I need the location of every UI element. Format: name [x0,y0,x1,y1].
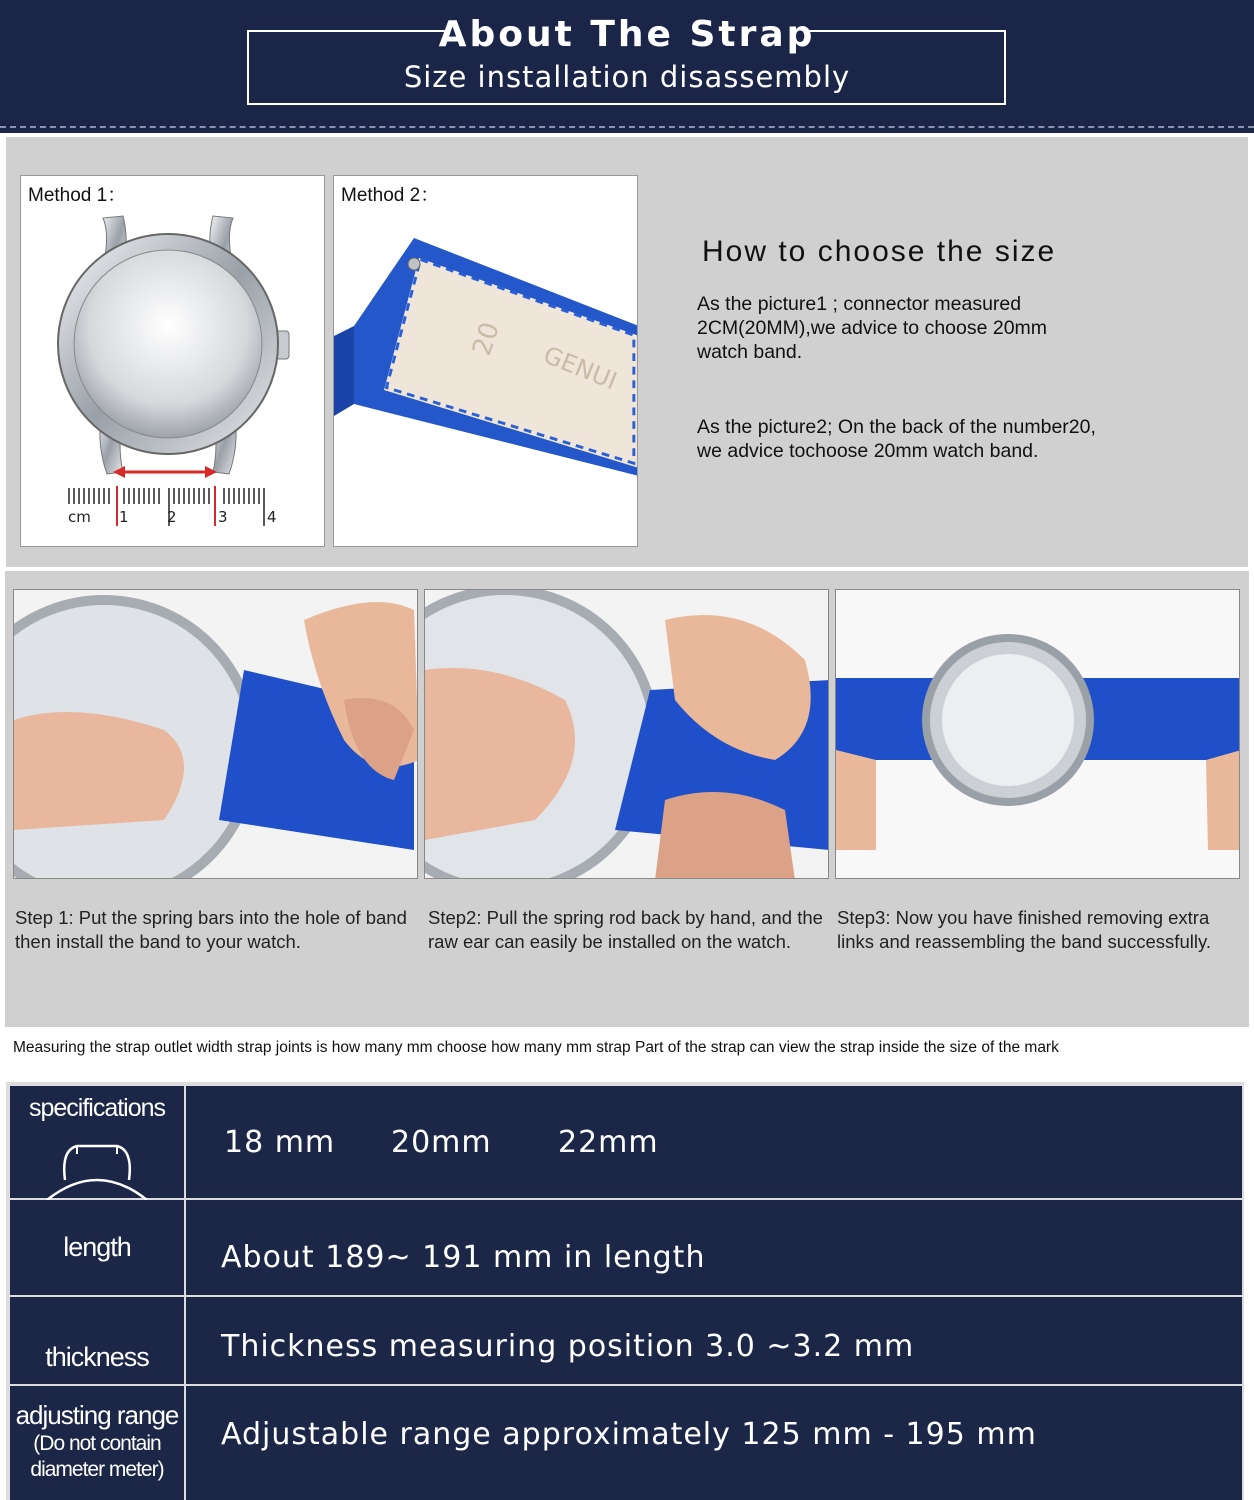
ruler-tick-3: 3 [218,508,228,526]
step3-finished-watch-image [836,590,1240,879]
size-method-section [6,137,1248,567]
spec-row-length [6,1200,1244,1295]
method1-label: Method 1： [28,185,127,206]
ruler-tick-2: 2 [167,508,177,526]
watch-outline-icon [37,1140,157,1200]
adjusting-sublabel-2: diameter meter) [30,1458,164,1481]
adjusting-label-text: adjusting range [15,1400,179,1430]
strap-stamp-number: 20 [467,318,506,360]
installation-steps-section [5,571,1249,1027]
method2-panel [333,175,638,547]
step2-hand-strap-image [425,590,829,879]
spec-label-thickness: thickness [10,1297,184,1384]
method1-panel [20,175,325,547]
spec-table [6,1082,1244,1500]
size-option-18mm: 18 mm [224,1125,336,1160]
spec-value-sizes [186,1086,1242,1198]
method2-label: Method 2： [341,185,440,206]
step1-photo [13,589,418,879]
ruler-unit: cm [68,508,91,526]
header-title: About The Strap [438,14,816,55]
step2-caption: Step2: Pull the spring rod back by hand, and the raw ear can easily be installed on the watch. [428,907,823,952]
strap-stamp-text: GENUI [539,340,621,396]
spec-row-specifications [6,1086,1244,1198]
specifications-label-text: specifications [28,1094,166,1122]
step2-photo [424,589,829,879]
watch-case-measure-illustration [21,176,325,547]
spec-value-length: About 189~ 191 mm in length [186,1200,1242,1295]
size-option-22mm: 22mm [558,1125,659,1160]
spec-label-length: length [10,1200,184,1295]
spec-value-thickness: Thickness measuring position 3.0 ~3.2 mm [186,1297,1242,1384]
measurement-note: Measuring the strap outlet width strap joints is how many mm choose how many mm strap Part of the strap can view the strap inside the size of the mark [13,1039,1059,1056]
size-guide-heading: How to choose the size [702,235,1057,268]
spec-row-adjusting-range [6,1386,1244,1500]
page-header [0,0,1254,133]
size-option-20mm: 20mm [391,1125,492,1160]
ruler-tick-1: 1 [119,508,129,526]
header-subtitle: Size installation disassembly [403,60,851,94]
adjusting-sublabel-1: (Do not contain [33,1432,161,1455]
spec-value-adjusting-range: Adjustable range approximately 125 mm - 195 mm [186,1386,1242,1500]
step1-hand-strap-image [14,590,418,879]
spec-row-thickness [6,1297,1244,1384]
size-guide-paragraph-1: As the picture1 ; connector measured 2CM(20MM),we advice to choose 20mm watch band. [697,293,1048,363]
step3-photo [835,589,1240,879]
ruler-tick-4: 4 [267,508,277,526]
size-guide-paragraph-2: As the picture2; On the back of the number20, we advice tochoose 20mm watch band. [697,416,1096,462]
spec-label-specifications [10,1086,184,1198]
spec-label-adjusting-range [10,1386,184,1500]
header-stitch-divider [0,126,1254,128]
step3-caption: Step3: Now you have finished removing extra links and reassembling the band successfully. [837,907,1211,952]
step1-caption: Step 1: Put the spring bars into the hole of band then install the band to your watch. [15,907,407,952]
